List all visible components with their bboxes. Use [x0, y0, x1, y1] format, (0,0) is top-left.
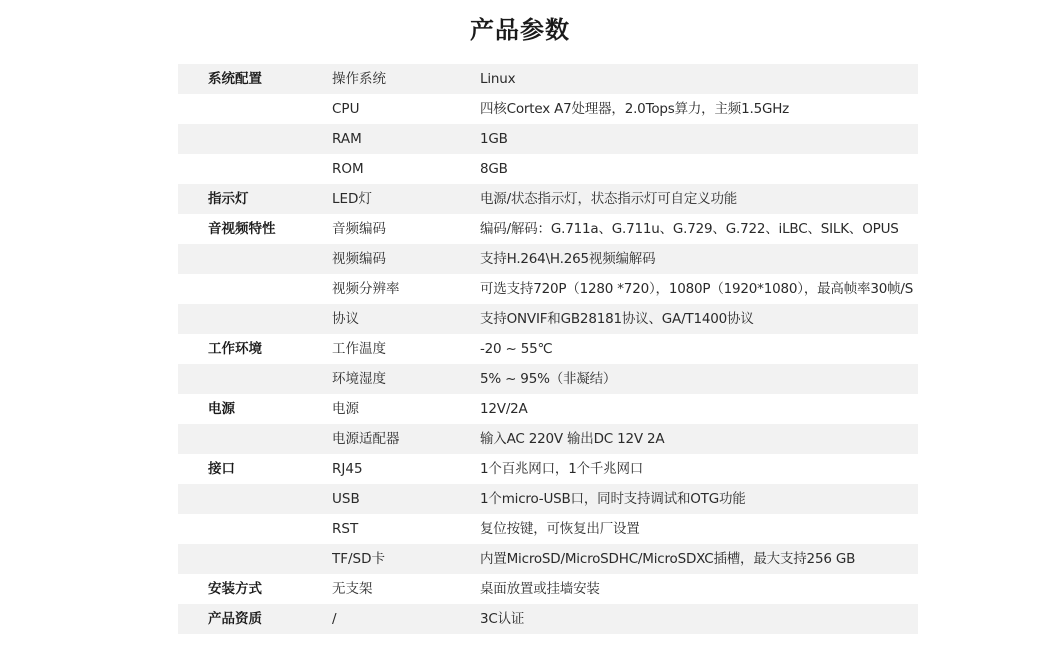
item-cell: 视频编码: [332, 251, 386, 267]
table-row: [178, 514, 918, 544]
value-cell: 四核Cortex A7处理器，2.0Tops算力，主频1.5GHz: [480, 101, 790, 117]
value-cell: 支持ONVIF和GB28181协议、GA/T1400协议: [480, 311, 754, 327]
category-cell: [208, 544, 328, 574]
table-row: [178, 214, 918, 244]
item-cell: 音频编码: [332, 221, 386, 237]
category-cell: 系统配置: [208, 71, 262, 87]
table-row: [178, 94, 918, 124]
category-cell: 安装方式: [208, 581, 262, 597]
item-cell: LED灯: [332, 191, 372, 207]
spec-table: [178, 64, 918, 634]
table-row: [178, 574, 918, 604]
table-row: [178, 604, 918, 634]
item-cell: USB: [332, 491, 360, 507]
value-cell: 8GB: [480, 161, 508, 177]
table-row: [178, 64, 918, 94]
table-row: [178, 544, 918, 574]
value-cell: 12V/2A: [480, 401, 528, 417]
item-cell: ROM: [332, 161, 364, 177]
item-cell: RJ45: [332, 461, 363, 477]
category-cell: 接口: [208, 461, 235, 477]
value-cell: -20 ~ 55℃: [480, 341, 553, 357]
category-cell: [208, 154, 328, 184]
item-cell: TF/SD卡: [332, 551, 386, 567]
item-cell: /: [332, 611, 337, 627]
item-cell: RAM: [332, 131, 362, 147]
item-cell: CPU: [332, 101, 360, 117]
table-row: [178, 274, 918, 304]
table-row: [178, 334, 918, 364]
table-row: [178, 484, 918, 514]
category-cell: 音视频特性: [208, 221, 276, 237]
category-cell: [208, 364, 328, 394]
value-cell: 输入AC 220V 输出DC 12V 2A: [480, 431, 665, 447]
value-cell: 电源/状态指示灯，状态指示灯可自定义功能: [480, 191, 738, 207]
category-cell: [208, 484, 328, 514]
category-cell: [208, 244, 328, 274]
table-row: [178, 424, 918, 454]
category-cell: 电源: [208, 401, 235, 417]
item-cell: 电源适配器: [332, 431, 400, 447]
value-cell: Linux: [480, 71, 516, 87]
category-cell: 产品资质: [208, 611, 262, 627]
table-row: [178, 304, 918, 334]
value-cell: 桌面放置或挂墙安装: [480, 581, 600, 597]
table-row: [178, 364, 918, 394]
category-cell: 工作环境: [208, 341, 262, 357]
value-cell: 1个micro-USB口，同时支持调试和OTG功能: [480, 491, 746, 507]
category-cell: [208, 274, 328, 304]
item-cell: RST: [332, 521, 359, 537]
value-cell: 5% ~ 95%（非凝结）: [480, 371, 617, 387]
category-cell: [208, 304, 328, 334]
item-cell: 视频分辨率: [332, 281, 400, 297]
category-cell: 指示灯: [208, 191, 249, 207]
item-cell: 工作温度: [332, 341, 386, 357]
value-cell: 1个百兆网口，1个千兆网口: [480, 461, 644, 477]
category-cell: [208, 124, 328, 154]
value-cell: 支持H.264\H.265视频编解码: [480, 251, 656, 267]
value-cell: 编码/解码：G.711a、G.711u、G.729、G.722、iLBC、SILK、OPUS: [480, 221, 899, 237]
value-cell: 复位按键，可恢复出厂设置: [480, 521, 640, 537]
item-cell: 无支架: [332, 581, 373, 597]
category-cell: [208, 424, 328, 454]
table-row: [178, 154, 918, 184]
value-cell: 可选支持720P（1280 *720），1080P（1920*1080），最高帧率30帧/S: [480, 281, 914, 297]
table-row: [178, 184, 918, 214]
item-cell: 电源: [332, 401, 359, 417]
value-cell: 3C认证: [480, 611, 525, 627]
table-row: [178, 454, 918, 484]
table-row: [178, 394, 918, 424]
value-cell: 1GB: [480, 131, 508, 147]
item-cell: 协议: [332, 311, 359, 327]
item-cell: 环境湿度: [332, 371, 386, 387]
item-cell: 操作系统: [332, 71, 386, 87]
category-cell: [208, 94, 328, 124]
table-row: [178, 124, 918, 154]
page-title: 产品参数: [470, 16, 570, 44]
category-cell: [208, 514, 328, 544]
value-cell: 内置MicroSD/MicroSDHC/MicroSDXC插槽，最大支持256 GB: [480, 551, 856, 567]
table-row: [178, 244, 918, 274]
